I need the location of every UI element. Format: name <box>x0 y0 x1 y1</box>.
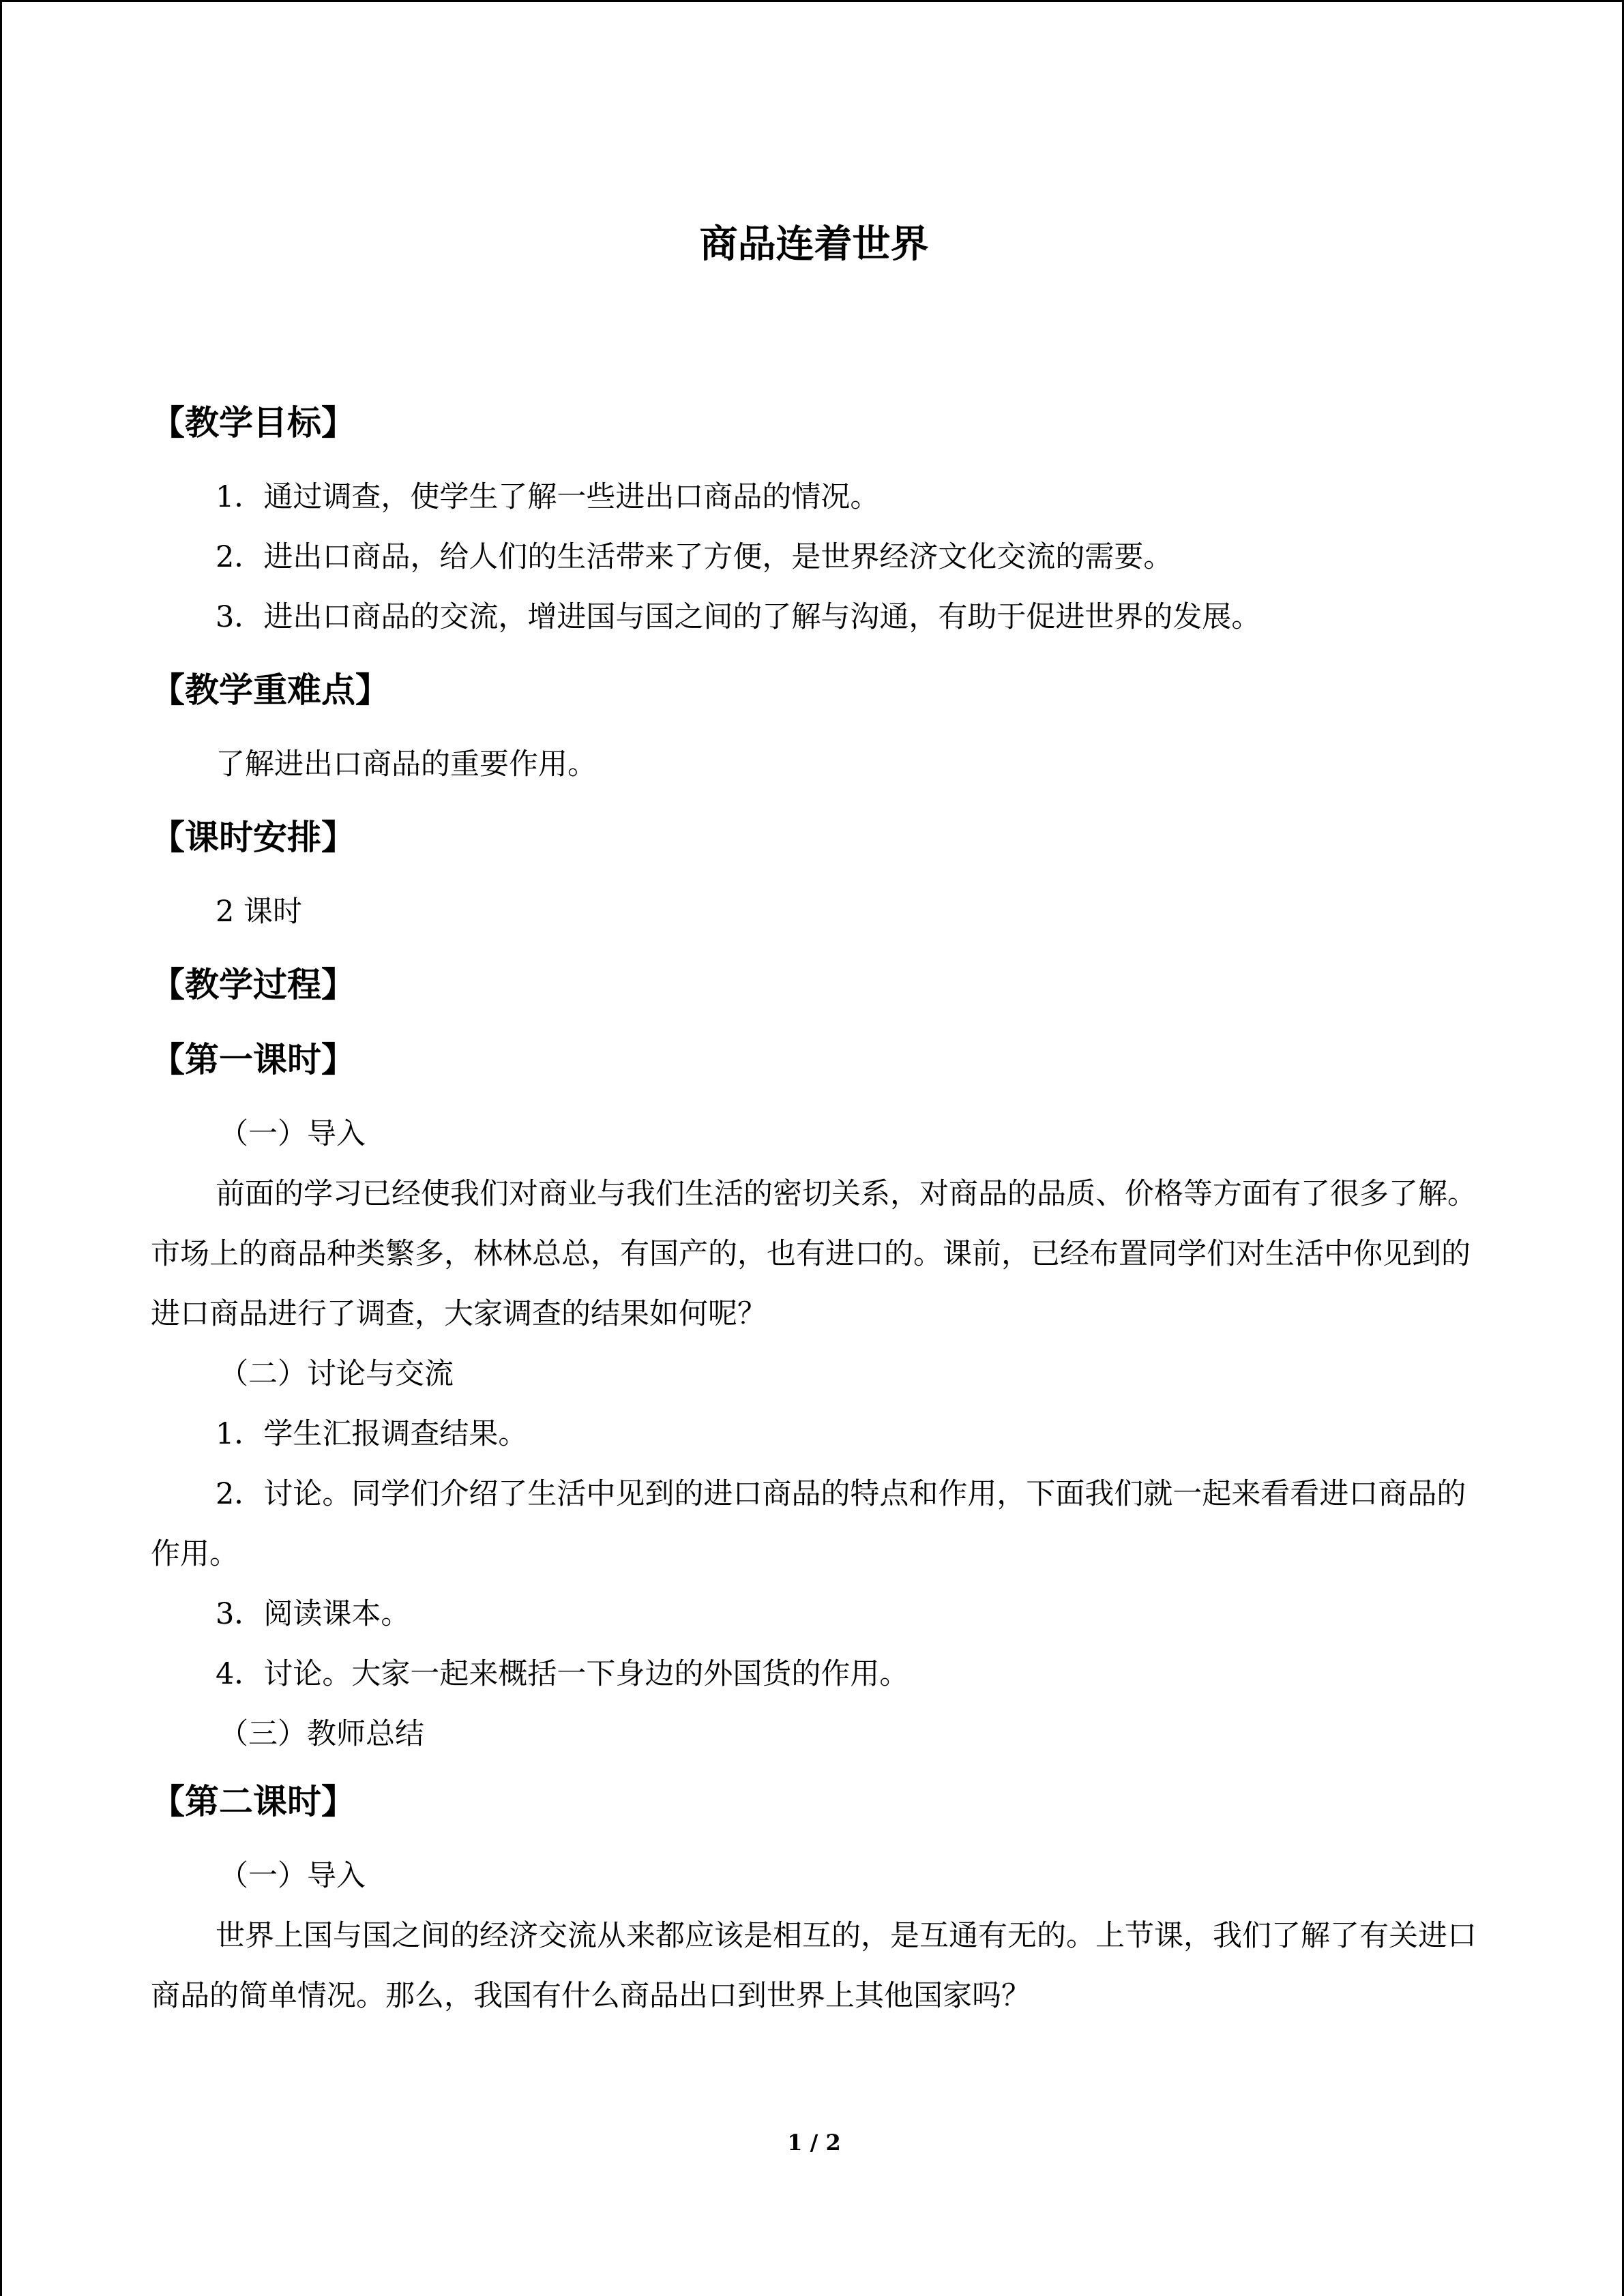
key-points-heading: 【教学重难点】 <box>151 670 389 710</box>
lesson2-heading: 【第二课时】 <box>151 1782 355 1821</box>
schedule-text: 2 课时 <box>216 895 303 929</box>
lesson1-item: 1．学生汇报调查结果。 <box>216 1417 528 1451</box>
lesson1-item: 3．阅读课本。 <box>216 1597 411 1631</box>
lesson1-item: 4．讨论。大家一起来概括一下身边的外国货的作用。 <box>216 1657 909 1691</box>
lesson1-heading: 【第一课时】 <box>151 1040 355 1079</box>
objectives-heading: 【教学目标】 <box>151 403 355 443</box>
page-title: 商品连着世界 <box>699 222 929 267</box>
document-body <box>151 207 1477 2026</box>
key-points-text: 了解进出口商品的重要作用。 <box>216 747 597 781</box>
objective-item: 2．进出口商品，给人们的生活带来了方便，是世界经济文化交流的需要。 <box>216 540 1173 574</box>
lesson2-intro-text: 世界上国与国之间的经济交流从来都应该是相互的，是互通有无的。上节课，我们了解了有关进口商品的简单情况。那么，我国有什么商品出口到世界上其他国家吗？ <box>151 1919 1477 2013</box>
process-heading: 【教学过程】 <box>151 965 355 1004</box>
lesson1-discussion-label: （二）讨论与交流 <box>219 1357 454 1391</box>
lesson1-intro-text: 前面的学习已经使我们对商业与我们生活的密切关系，对商品的品质、价格等方面有了很多了解。市场上的商品种类繁多，林林总总，有国产的，也有进口的。课前，已经布置同学们对生活中你见到的进口商品进行了调查，大家调查的结果如何呢？ <box>151 1177 1477 1331</box>
page-number: 1 / 2 <box>787 2130 841 2156</box>
lesson1-intro-label: （一）导入 <box>219 1117 366 1151</box>
schedule-heading: 【课时安排】 <box>151 818 355 857</box>
lesson1-summary-label: （三）教师总结 <box>219 1717 424 1751</box>
lesson2-intro-label: （一）导入 <box>219 1859 366 1893</box>
objective-item: 1．通过调查，使学生了解一些进出口商品的情况。 <box>216 480 880 514</box>
objective-item: 3．进出口商品的交流，增进国与国之间的了解与沟通，有助于促进世界的发展。 <box>216 600 1261 634</box>
lesson1-item: 2．讨论。同学们介绍了生活中见到的进口商品的特点和作用，下面我们就一起来看看进口商品的作用。 <box>151 1477 1466 1571</box>
